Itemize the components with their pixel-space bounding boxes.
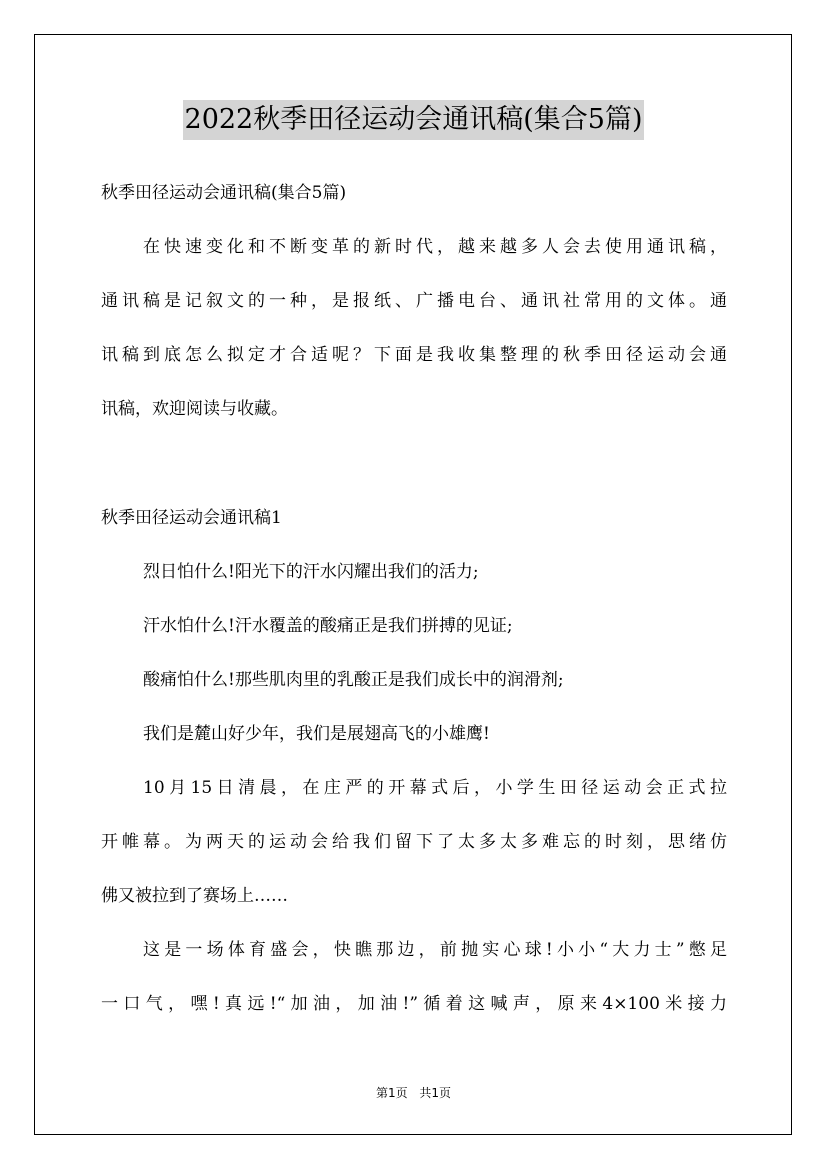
intro-line: 讯稿，欢迎阅读与收藏。 — [101, 399, 288, 419]
page-total: 共1页 — [419, 1086, 452, 1100]
page-number: 第1页 — [375, 1086, 408, 1100]
intro-line: 讯稿到底怎么拟定才合适呢？下面是我收集整理的秋季田径运动会通 — [101, 345, 727, 365]
intro-line: 通讯稿是记叙文的一种，是报纸、广播电台、通讯社常用的文体。通 — [101, 291, 727, 311]
intro-line: 在快速变化和不断变革的新时代，越来越多人会去使用通讯稿， — [143, 237, 727, 257]
paragraph-line: 一口气，嘿!真远!“加油，加油!”循着这喊声，原来4×100米接力 — [101, 994, 727, 1014]
paragraph-line: 10月15日清晨，在庄严的开幕式后，小学生田径运动会正式拉 — [143, 778, 727, 798]
document-title: 2022秋季田径运动会通讯稿(集合5篇) — [183, 100, 645, 140]
paragraph-line: 开帷幕。为两天的运动会给我们留下了太多太多难忘的时刻，思绪仿 — [101, 832, 727, 852]
title-container — [0, 100, 827, 140]
page-footer — [0, 1084, 827, 1101]
section-heading: 秋季田径运动会通讯稿1 — [101, 508, 282, 528]
paragraph-line: 佛又被拉到了赛场上…… — [101, 886, 288, 906]
poem-line: 烈日怕什么!阳光下的汗水闪耀出我们的活力; — [143, 562, 479, 582]
poem-line: 汗水怕什么!汗水覆盖的酸痛正是我们拼搏的见证; — [143, 616, 513, 636]
poem-line: 我们是麓山好少年，我们是展翅高飞的小雄鹰! — [143, 724, 490, 744]
paragraph-line: 这是一场体育盛会，快瞧那边，前抛实心球!小小“大力士”憋足 — [143, 940, 727, 960]
poem-line: 酸痛怕什么!那些肌肉里的乳酸正是我们成长中的润滑剂; — [143, 670, 564, 690]
document-subtitle: 秋季田径运动会通讯稿(集合5篇) — [101, 183, 347, 203]
